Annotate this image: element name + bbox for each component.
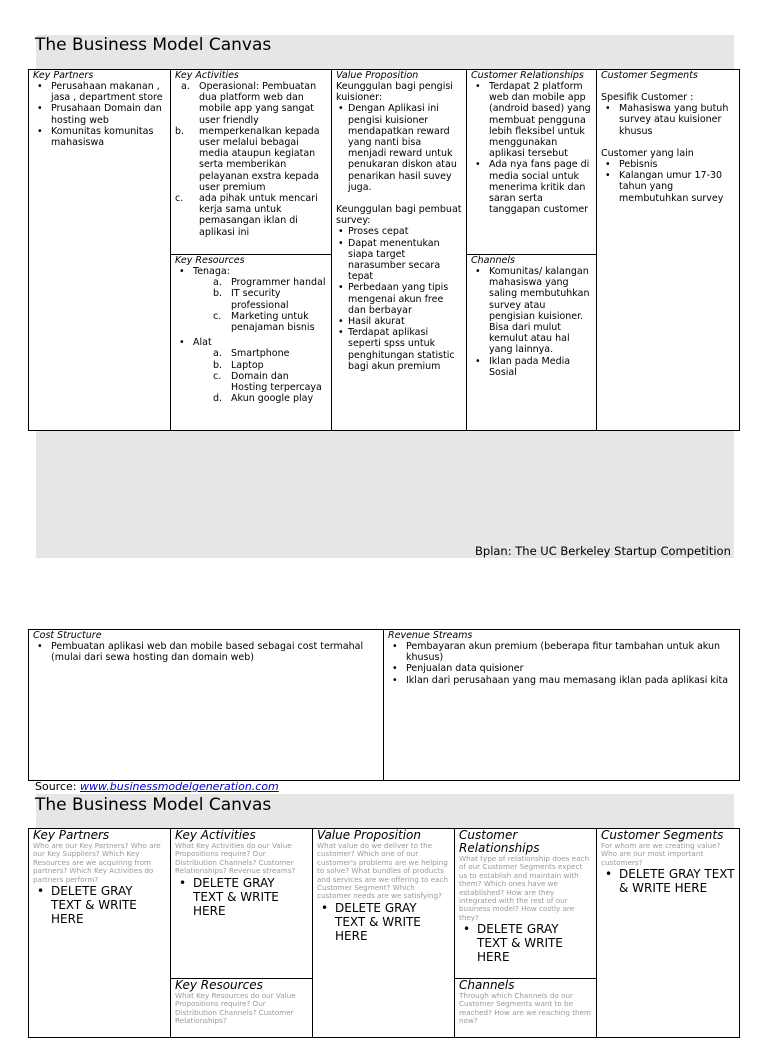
list-item: • Kalangan umur 17-30 tahun yang membutuhkan survey (601, 170, 735, 204)
template-channels-heading: Channels (459, 978, 515, 992)
list-item: • Mahasiswa yang butuh survey atau kuisioner khusus (601, 103, 735, 137)
customer-relationships-cell (466, 69, 597, 255)
list-item: • Komunitas komunitas mahasiswa (33, 126, 166, 148)
value-proposition-intro-1: Keunggulan bagi pengisi kuisioner: (336, 81, 453, 104)
bplan-footer: Bplan: The UC Berkeley Startup Competition (475, 544, 731, 558)
value-proposition-list-1 (332, 103, 466, 193)
key-resources-heading: Key Resources (175, 255, 245, 266)
template-value-proposition-cell (312, 828, 455, 1038)
template-customer-segments-input[interactable]: • DELETE GRAY TEXT & WRITE HERE (601, 867, 735, 895)
customer-relationships-list (467, 81, 596, 215)
value-proposition-intro-2: Keunggulan bagi pembuat survey: (336, 204, 462, 227)
customer-segments-cell (596, 69, 740, 431)
list-item: • Terdapat aplikasi seperti spss untuk penghitungan statistic bagi akun premium (336, 327, 462, 372)
template-channels-cell (454, 978, 597, 1038)
template-key-activities-heading: Key Activities (175, 828, 256, 842)
list-item: • Perusahaan makanan , jasa , department store (33, 81, 166, 103)
list-item: c. Domain dan Hosting terpercaya (213, 370, 322, 394)
source-label: Source: (35, 780, 80, 793)
customer-segments-other-list (597, 159, 739, 204)
list-item: • Dapat menentukan siapa target narasumber secara tepat (336, 238, 462, 283)
list-item: • Iklan pada Media Sosial (471, 356, 592, 378)
list-item: • Pembayaran akun premium (beberapa fitur tambahan untuk akun khusus) (388, 641, 735, 663)
list-item: b. Laptop (213, 359, 264, 371)
list-item: • Hasil akurat (336, 316, 462, 327)
canvas2-title: The Business Model Canvas (35, 795, 272, 815)
key-activities-cell (170, 69, 332, 255)
customer-segments-other-label: Customer yang lain (601, 147, 694, 159)
template-value-proposition-prompt: What value do we deliver to the customer? Which one of our customer's problems are we helping to solve? What bundles of products and services are we offering to each Customer Segment? Which customer needs are we satisfying? (317, 841, 449, 901)
template-customer-relationships-cell (454, 828, 597, 979)
template-key-partners-heading: Key Partners (33, 828, 110, 842)
key-resources-list (171, 266, 331, 404)
customer-segments-specific-list (597, 103, 739, 137)
cost-structure-cell (28, 629, 384, 781)
source-link[interactable]: www.businessmodelgeneration.com (79, 780, 279, 793)
customer-relationships-heading: Customer Relationships (471, 70, 584, 81)
cost-structure-heading: Cost Structure (33, 630, 102, 641)
template-key-resources-heading: Key Resources (175, 978, 263, 992)
value-proposition-heading: Value Proposition (336, 70, 419, 81)
key-partners-cell (28, 69, 171, 431)
list-item: • Perbedaan yang tipis mengenai akun free dan berbayar (336, 282, 462, 316)
template-key-activities-cell (170, 828, 313, 979)
list-item: a. Operasional: Pembuatan dua platform web dan mobile app yang sangat user friendly (181, 81, 317, 126)
channels-heading: Channels (471, 255, 515, 266)
list-item: • Pembuatan aplikasi web dan mobile based sebagai cost termahal (mulai dari sewa hosting dan domain web) (33, 641, 379, 663)
template-key-partners-input[interactable]: • DELETE GRAY TEXT & WRITE HERE (33, 884, 166, 926)
list-item: a. Programmer handal (213, 277, 326, 289)
template-key-resources-cell (170, 978, 313, 1038)
key-activities-list (171, 81, 331, 238)
value-proposition-list-2 (332, 226, 466, 372)
list-item: a. Smartphone (213, 348, 290, 360)
source-line (35, 780, 279, 793)
template-key-activities-prompt: What Key Activities do our Value Propositions require? Our Distribution Channels? Customer Relationships? Revenue streams? (175, 841, 296, 876)
template-key-resources-prompt: What Key Resources do our Value Propositions require? Our Distribution Channels? Customer Relationships? (175, 991, 296, 1026)
list-item: • Terdapat 2 platform web dan mobile app (android based) yang membuat pengguna lebih fleksibel untuk menggunakan aplikasi tersebut (471, 81, 592, 159)
key-partners-heading: Key Partners (33, 70, 94, 81)
key-resources-cell (170, 254, 332, 431)
template-customer-segments-heading: Customer Segments (601, 828, 724, 842)
list-item: • Proses cepat (336, 226, 462, 237)
revenue-streams-list (384, 641, 739, 686)
value-proposition-cell (331, 69, 467, 431)
template-value-proposition-input[interactable]: • DELETE GRAY TEXT & WRITE HERE (317, 901, 450, 943)
revenue-streams-heading: Revenue Streams (388, 630, 473, 641)
list-item: b. IT security professional (213, 288, 289, 311)
template-customer-relationships-input[interactable]: • DELETE GRAY TEXT & WRITE HERE (459, 922, 592, 964)
key-activities-heading: Key Activities (175, 70, 239, 81)
list-item: • Tenaga: a. Programmer handal b. IT security professional c. Marketing untuk penajaman bisnis (175, 266, 327, 333)
customer-segments-heading: Customer Segments (601, 70, 698, 81)
list-item: • Komunitas/ kalangan mahasiswa yang saling membutuhkan survey atau pengisian kuisioner. Bisa dari mulut kemulut atau hal yang lainnya. (471, 266, 592, 356)
template-key-activities-input[interactable]: • DELETE GRAY TEXT & WRITE HERE (175, 876, 308, 918)
channels-list (467, 266, 596, 378)
template-customer-segments-cell (596, 828, 740, 1038)
channels-cell (466, 254, 597, 431)
list-item: • Iklan dari perusahaan yang mau memasang iklan pada aplikasi kita (388, 675, 735, 686)
cost-structure-list (29, 641, 383, 663)
template-key-partners-prompt: Who are our Key Partners? Who are our Key Suppliers? Which Key Resources are we acquiring from partners? Which Key Activities do partners perform? (33, 841, 161, 884)
template-channels-prompt: Through which Channels do our Customer Segments want to be reached? How are we reaching them now? (459, 991, 591, 1026)
customer-segments-specific-label: Spesifik Customer : (601, 92, 694, 103)
canvas1-title: The Business Model Canvas (35, 35, 272, 55)
list-item: • Dengan Aplikasi ini pengisi kuisioner mendapatkan reward yang nanti bisa menjadi reward untuk penukaran diskon atau penarikan hasil suvey juga. (336, 103, 462, 193)
template-key-partners-cell (28, 828, 171, 1038)
list-item: c. ada pihak untuk mencari kerja sama untuk pemasangan iklan di aplikasi ini (175, 193, 318, 238)
list-item: • Alat a. Smartphone b. Laptop c. Domain dan Hosting terpercaya d. Akun google play (175, 337, 327, 404)
list-item: d. Akun google play (213, 393, 314, 405)
list-item: • Pebisnis (601, 159, 735, 170)
template-customer-relationships-prompt: What type of relationship does each of our Customer Segments expect us to establish and maintain with them? Which ones have we established? How are they integrated with the rest of our business model? How costly are they? (459, 854, 589, 922)
template-value-proposition-heading: Value Proposition (317, 828, 421, 842)
template-customer-relationships-heading: Customer Relationships (459, 828, 540, 855)
list-item: • Penjualan data quisioner (388, 663, 735, 674)
list-item: c. Marketing untuk penajaman bisnis (213, 310, 315, 334)
list-item: b. memperkenalkan kepada user melalui bebagai media ataupun kegiatan serta memberikan pelayanan exstra kepada user premium (175, 125, 320, 193)
list-item: • Ada nya fans page di media social untuk menerima kritik dan saran serta tanggapan customer (471, 159, 592, 215)
key-partners-list (29, 81, 170, 148)
revenue-streams-cell (383, 629, 740, 781)
template-customer-segments-prompt: For whom are we creating value? Who are our most important customers? (601, 841, 721, 867)
list-item: • Prusahaan Domain dan hosting web (33, 103, 166, 125)
